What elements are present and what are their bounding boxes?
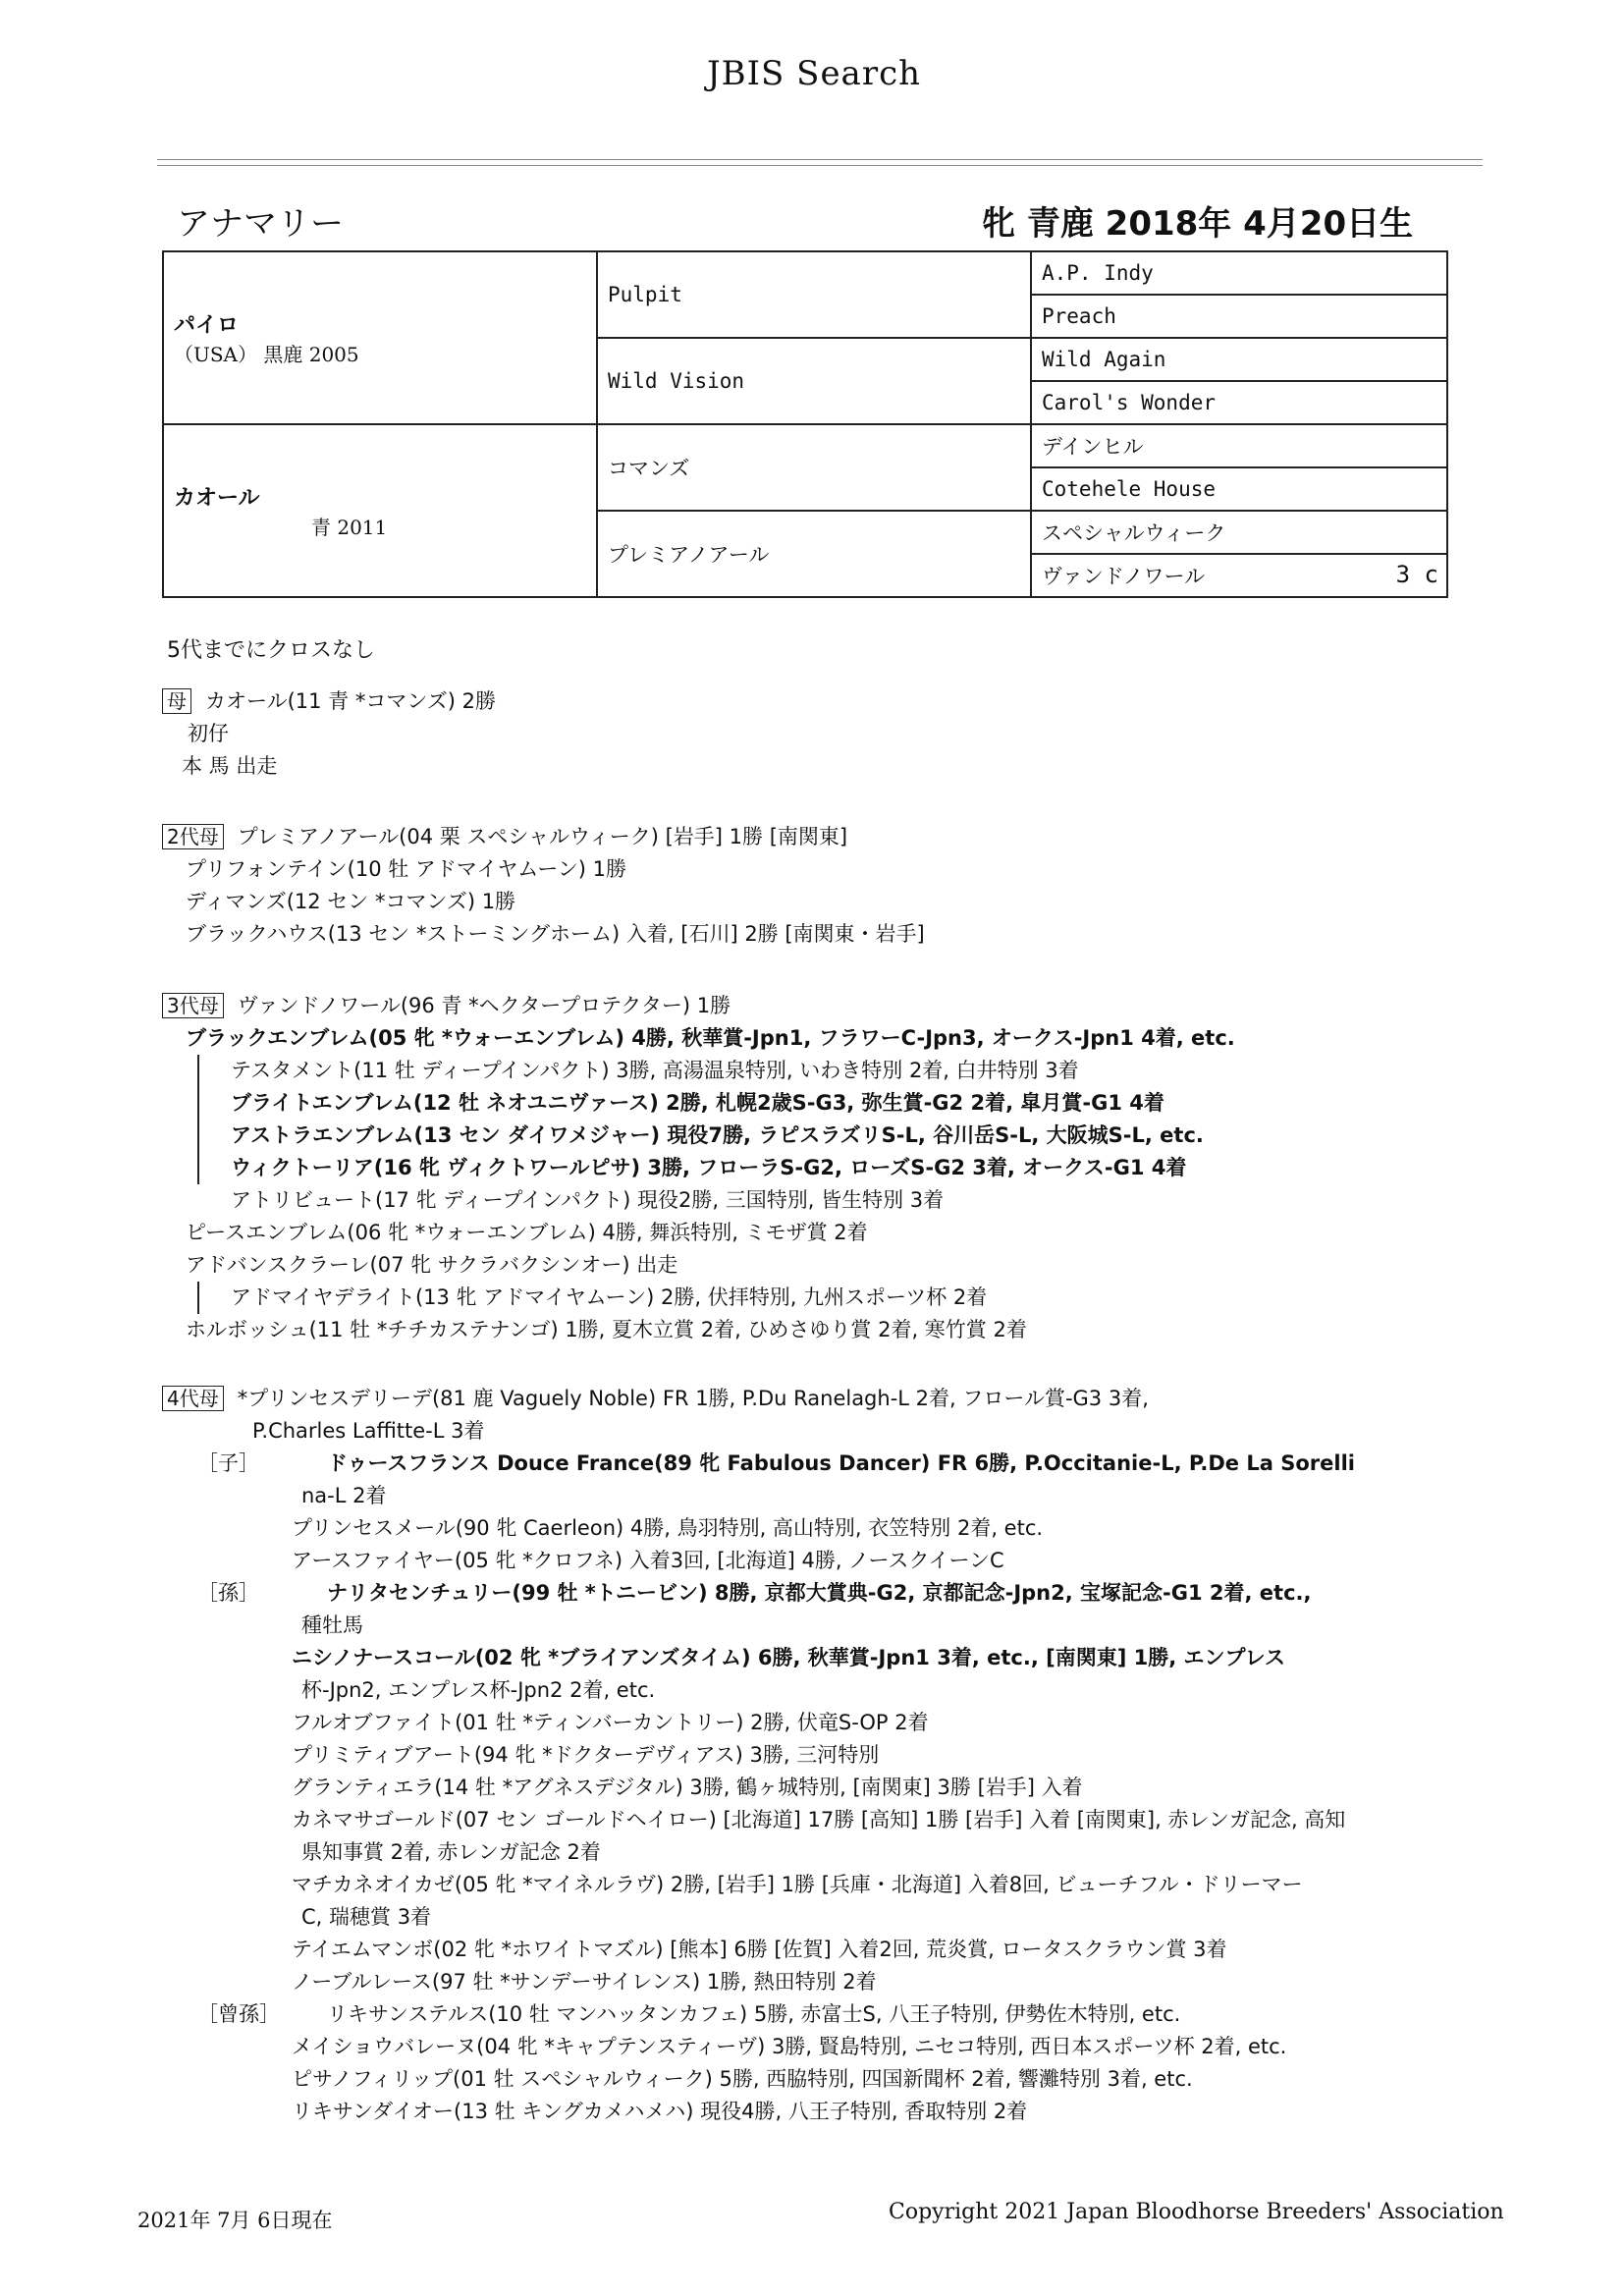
offspring-line: ディマンズ(12 セン *コマンズ) 1勝 xyxy=(186,890,516,913)
offspring-line: アストラエンブレム(13 セン ダイワメジャー) 現役7勝, ラピスラズリS-L, 谷川岳S-L, 大阪城S-L, etc. xyxy=(197,1120,1488,1152)
mother-section xyxy=(162,685,1488,783)
dam-name: カオール xyxy=(174,486,260,511)
pedigree-table xyxy=(162,250,1448,598)
offspring-line: ニシノナースコール(02 牝 *ブライアンズタイム) 6勝, 秋華賞-Jpn1 3着, etc., [南関東] 1勝, エンプレス xyxy=(292,1646,1286,1669)
offspring-text: ナリタセンチュリー(99 牡 *トニービン) 8勝, 京都大賞典-G2, 京都記念-Jpn2, 宝塚記念-G1 2着, etc., xyxy=(327,1581,1312,1605)
gen3-cell: Preach xyxy=(1031,295,1447,338)
offspring-line: メイショウバレーヌ(04 牝 *キャプテンスティーヴ) 3勝, 賢島特別, ニセコ特別, 西日本スポーツ杯 2着, etc. xyxy=(292,2035,1287,2058)
sire-cell xyxy=(163,251,597,424)
gen4-section xyxy=(162,1383,1488,2128)
dam-cell xyxy=(163,424,597,597)
offspring-line: カネマサゴールド(07 セン ゴールドヘイロー) [北海道] 17勝 [高知] 1勝 [岩手] 入着 [南関東], 赤レンガ記念, 高知 xyxy=(292,1808,1346,1831)
offspring-line: ブラックハウス(13 セン *ストーミングホーム) 入着, [石川] 2勝 [南関東・岩手] xyxy=(186,922,925,946)
group-label: ［曾孫］ xyxy=(197,2002,280,2026)
dam-line: 本 馬 出走 xyxy=(182,754,278,778)
offspring-line xyxy=(162,1022,1488,1055)
section-tag: 3代母 xyxy=(162,993,224,1018)
offspring-line xyxy=(162,1998,1488,2031)
inbreeding-note: 5代までにクロスなし xyxy=(167,638,375,663)
dam-line: 初仔 xyxy=(188,722,229,745)
gen3-cell xyxy=(1031,554,1447,597)
group-label: ［孫］ xyxy=(197,1581,259,1605)
dam-detail: 青 2011 xyxy=(311,516,388,539)
gen2-cell: Pulpit xyxy=(597,251,1031,338)
gen3-cell: A.P. Indy xyxy=(1031,251,1447,295)
offspring-line xyxy=(162,1448,1488,1480)
offspring-line: 県知事賞 2着, 赤レンガ記念 2着 xyxy=(301,1840,601,1864)
gen2-cell: プレミアノアール xyxy=(597,511,1031,597)
offspring-line: アドマイヤデライト(13 牝 アドマイヤムーン) 2勝, 伏拝特別, 九州スポーツ杯 2着 xyxy=(197,1282,1488,1314)
copyright: Copyright 2021 Japan Bloodhorse Breeders' Association xyxy=(889,2200,1504,2224)
group-label: ［子］ xyxy=(197,1451,259,1475)
offspring-line: ノーブルレース(97 牡 *サンデーサイレンス) 1勝, 熱田特別 2着 xyxy=(292,1970,877,1994)
dam-line: カオール(11 青 *コマンズ) 2勝 xyxy=(205,689,496,713)
family-number: 3 c xyxy=(1395,561,1438,588)
section-tag: 4代母 xyxy=(162,1386,224,1411)
offspring-line: アドバンスクラーレ(07 牝 サクラバクシンオー) 出走 xyxy=(186,1253,678,1277)
offspring-line: フルオブファイト(01 牡 *ティンバーカントリー) 2勝, 伏竜S-OP 2着 xyxy=(292,1711,929,1734)
gen3-section xyxy=(162,990,1488,1346)
offspring-line: テイエムマンボ(02 牝 *ホワイトマズル) [熊本] 6勝 [佐賀] 入着2回, 荒炎賞, ロータスクラウン賞 3着 xyxy=(292,1938,1227,1961)
gen2-cell: Wild Vision xyxy=(597,338,1031,424)
as-of-date: 2021年 7月 6日現在 xyxy=(137,2209,333,2232)
offspring-line: na-L 2着 xyxy=(301,1484,387,1507)
header-divider xyxy=(157,165,1483,166)
offspring-line: ウィクトーリア(16 牝 ヴィクトワールピサ) 3勝, フローラS-G2, ローズS-G2 3着, オークス-G1 4着 xyxy=(197,1152,1488,1184)
offspring-line xyxy=(162,1577,1488,1610)
offspring-line: ホルボッシュ(11 牡 *チチカステナンゴ) 1勝, 夏木立賞 2着, ひめさゆり賞 2着, 寒竹賞 2着 xyxy=(186,1318,1027,1341)
offspring-line: テスタメント(11 牡 ディープインパクト) 3勝, 高湯温泉特別, いわき特別 2着, 白井特別 3着 xyxy=(197,1055,1488,1087)
dam-line: プレミアノアール(04 栗 スペシャルウィーク) [岩手] 1勝 [南関東] xyxy=(237,825,848,848)
dam-line: ヴァンドノワール(96 青 *ヘクタープロテクター) 1勝 xyxy=(237,994,731,1017)
sire-name: パイロ xyxy=(174,313,240,338)
sire-detail: （USA） 黒鹿 2005 xyxy=(174,343,359,366)
gen3-cell: デインヒル xyxy=(1031,424,1447,467)
offspring-line: アースファイヤー(05 牝 *クロフネ) 入着3回, [北海道] 4勝, ノースクイーンC xyxy=(292,1549,1004,1572)
offspring-text: ブラックエンブレム(05 牝 *ウォーエンブレム) 4勝, 秋華賞-Jpn1, フラワーC-Jpn3, オークス-Jpn1 4着, etc. xyxy=(186,1026,1235,1050)
dam-line: *プリンセスデリーデ(81 鹿 Vaguely Noble) FR 1勝, P.Du Ranelagh-L 2着, フロール賞-G3 3着, xyxy=(237,1387,1149,1410)
offspring-text: リキサンステルス(10 牡 マンハッタンカフェ) 5勝, 赤富士S, 八王子特別, 伊勢佐木特別, etc. xyxy=(327,2002,1181,2026)
offspring-line: プリミティブアート(94 牝 *ドクターデヴィアス) 3勝, 三河特別 xyxy=(292,1743,880,1767)
offspring-line: リキサンダイオー(13 牡 キングカメハメハ) 現役4勝, 八王子特別, 香取特別 2着 xyxy=(292,2100,1028,2123)
gen2-section xyxy=(162,821,1488,951)
horse-info: 牝 青鹿 2018年 4月20日生 xyxy=(982,204,1414,244)
jbis-logo: JBIS Search xyxy=(707,54,922,93)
offspring-line: ピースエンブレム(06 牝 *ウォーエンブレム) 4勝, 舞浜特別, ミモザ賞 2着 xyxy=(186,1221,868,1244)
gen3-cell: Carol's Wonder xyxy=(1031,381,1447,424)
offspring-line: マチカネオイカゼ(05 牝 *マイネルラヴ) 2勝, [岩手] 1勝 [兵庫・北海道] 入着8回, ビューチフル・ドリーマー xyxy=(292,1873,1303,1896)
offspring-line: プリフォンテイン(10 牡 アドマイヤムーン) 1勝 xyxy=(186,857,627,881)
gen3-cell: Cotehele House xyxy=(1031,467,1447,511)
section-tag: 母 xyxy=(162,688,191,714)
offspring-text: ドゥースフランス Douce France(89 牝 Fabulous Dancer) FR 6勝, P.Occitanie-L, P.De La Sorelli xyxy=(327,1451,1355,1475)
header-divider xyxy=(157,159,1483,160)
section-tag: 2代母 xyxy=(162,824,224,849)
offspring-line: C, 瑞穂賞 3着 xyxy=(301,1905,432,1929)
offspring-line: ブライトエンブレム(12 牡 ネオユニヴァース) 2勝, 札幌2歳S-G3, 弥生賞-G2 2着, 皐月賞-G1 4着 xyxy=(197,1087,1488,1120)
offspring-line: 杯-Jpn2, エンプレス杯-Jpn2 2着, etc. xyxy=(301,1678,656,1702)
offspring-line: アトリビュート(17 牝 ディープインパクト) 現役2勝, 三国特別, 皆生特別 3着 xyxy=(231,1188,945,1212)
offspring-line: プリンセスメール(90 牝 Caerleon) 4勝, 鳥羽特別, 高山特別, 衣笠特別 2着, etc. xyxy=(292,1516,1044,1540)
gen3-cell: スペシャルウィーク xyxy=(1031,511,1447,554)
gen3-cell: Wild Again xyxy=(1031,338,1447,381)
offspring-line: グランティエラ(14 牡 *アグネスデジタル) 3勝, 鶴ヶ城特別, [南関東] 3勝 [岩手] 入着 xyxy=(292,1776,1083,1799)
gen3-name: ヴァンドノワール xyxy=(1042,565,1206,588)
gen2-cell: コマンズ xyxy=(597,424,1031,511)
offspring-line: ピサノフィリップ(01 牡 スペシャルウィーク) 5勝, 西脇特別, 四国新聞杯 2着, 響灘特別 3着, etc. xyxy=(292,2067,1193,2091)
dam-line: P.Charles Laffitte-L 3着 xyxy=(252,1419,485,1443)
offspring-line: 種牡馬 xyxy=(301,1613,363,1637)
horse-name: アナマリー xyxy=(177,204,344,244)
